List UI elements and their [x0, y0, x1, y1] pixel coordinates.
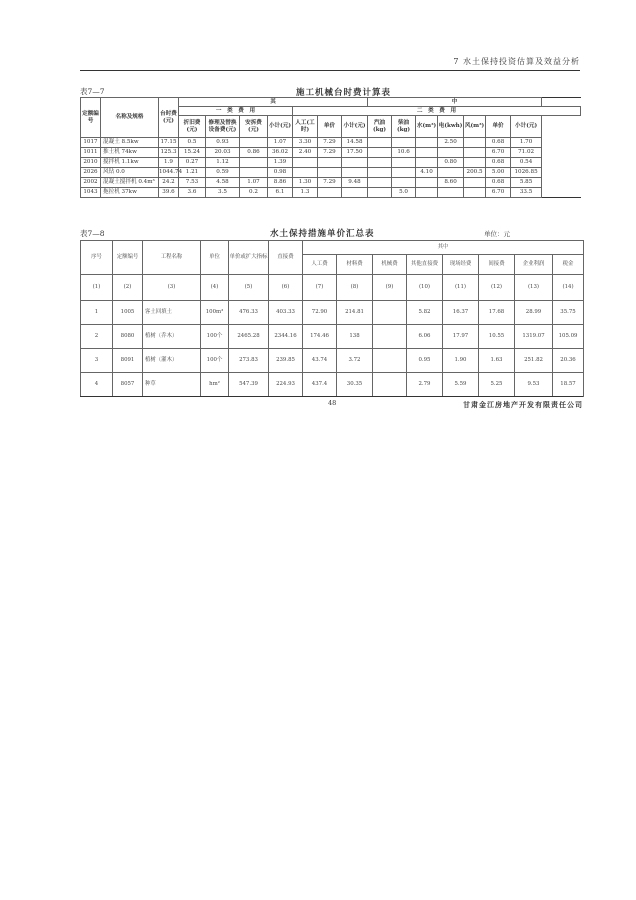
col-repair: 修理及替换设备费(元): [206, 116, 240, 138]
index-cell: (1): [81, 275, 113, 301]
table-row: [81, 188, 581, 198]
table-cell: 7.53: [179, 178, 206, 188]
table-cell: [293, 158, 318, 168]
table-cell: 35.75: [553, 301, 584, 325]
table-cell: 72.90: [303, 301, 337, 325]
table-cell: [416, 158, 438, 168]
table-cell: 2344.16: [269, 325, 303, 349]
col-site-fee: 现场经费: [443, 255, 479, 275]
table-cell: 214.81: [337, 301, 373, 325]
col-material-fee: 材料费: [337, 255, 373, 275]
table-cell: [373, 373, 407, 397]
table-cell: 138: [337, 325, 373, 349]
table-cell: 7.29: [318, 148, 342, 158]
table-cell: 8080: [113, 325, 143, 349]
table2-label: 表7—8: [80, 229, 105, 238]
col-labor: 人工(工时): [293, 116, 318, 138]
table-cell: [318, 168, 342, 178]
table-cell: [416, 148, 438, 158]
table-cell: 1: [81, 301, 113, 325]
table-cell: 0.5: [179, 138, 206, 148]
table2-title: 水土保持措施单价汇总表: [270, 229, 375, 239]
table-cell: [368, 148, 392, 158]
table-cell: 20.03: [206, 148, 240, 158]
table-cell: 4: [81, 373, 113, 397]
table-cell: hm²: [201, 373, 229, 397]
table-row: [81, 158, 581, 168]
table-cell: 100m³: [201, 301, 229, 325]
table-cell: 100个: [201, 325, 229, 349]
page-number: 48: [328, 399, 337, 407]
index-cell: (11): [443, 275, 479, 301]
table-cell: [342, 158, 368, 168]
table-cell: 5.00: [486, 168, 511, 178]
table-cell: 8.60: [438, 178, 464, 188]
col-qi: 其: [179, 98, 368, 107]
table-cell: 36.02: [268, 148, 293, 158]
col-water: 水(m³): [416, 116, 438, 138]
col-project: 工程名称: [143, 241, 201, 275]
table-row: [81, 138, 581, 148]
table-cell: 1005: [113, 301, 143, 325]
table-cell: 搅拌机 1.1kw: [101, 158, 159, 168]
index-cell: (2): [113, 275, 143, 301]
col-part1: 一 类 费 用: [179, 107, 293, 116]
table-cell: 1319.07: [515, 325, 553, 349]
table-cell: 混凝土 8.5kw: [101, 138, 159, 148]
table1-label: 表7—7: [80, 87, 105, 96]
table-cell: 0.80: [438, 158, 464, 168]
table-cell: 3.30: [293, 138, 318, 148]
table-cell: 547.39: [229, 373, 269, 397]
table-cell: 5.82: [407, 301, 443, 325]
page-footer: [80, 396, 583, 409]
index-cell: (7): [303, 275, 337, 301]
index-cell: (10): [407, 275, 443, 301]
table-cell: 10.55: [479, 325, 515, 349]
table-cell: [342, 188, 368, 198]
table-cell: 种草: [143, 373, 201, 397]
table-cell: 8.86: [268, 178, 293, 188]
table-cell: 1044.74: [159, 168, 179, 178]
col-install: 安拆费(元): [240, 116, 268, 138]
table-cell: 1.90: [443, 349, 479, 373]
col-code: 定额编号: [81, 98, 101, 138]
table-cell: [464, 178, 486, 188]
table-cell: 7.29: [318, 178, 342, 188]
table-cell: 8057: [113, 373, 143, 397]
table-cell: 17.97: [443, 325, 479, 349]
table-cell: [373, 349, 407, 373]
table-cell: 9.48: [342, 178, 368, 188]
table-cell: [438, 168, 464, 178]
index-cell: (4): [201, 275, 229, 301]
table-cell: 植树（灌木）: [143, 349, 201, 373]
table-cell: 0.54: [511, 158, 542, 168]
table-cell: 17.15: [159, 138, 179, 148]
table-cell: 2010: [81, 158, 101, 168]
table-cell: 6.1: [268, 188, 293, 198]
table-cell: 20.36: [553, 349, 584, 373]
table-cell: [464, 148, 486, 158]
table-cell: 3.5: [206, 188, 240, 198]
col-sub3: 小计(元): [511, 116, 542, 138]
table-cell: 1011: [81, 148, 101, 158]
table-cell: [368, 178, 392, 188]
table-cell: [392, 158, 416, 168]
table-cell: [318, 158, 342, 168]
table1-title: 施工机械台时费计算表: [296, 88, 392, 98]
table-cell: [438, 148, 464, 158]
table-row: [81, 325, 584, 349]
col-direct: 直接费: [269, 241, 303, 275]
table-cell: 1.21: [179, 168, 206, 178]
table-cell: 0.27: [179, 158, 206, 168]
col-among: 其中: [303, 241, 584, 255]
table-cell: 174.46: [303, 325, 337, 349]
col-unit2: 单价: [486, 116, 511, 138]
table-cell: 43.74: [303, 349, 337, 373]
table-cell: 0.59: [206, 168, 240, 178]
table-cell: 3.72: [337, 349, 373, 373]
table-cell: 7.29: [318, 138, 342, 148]
running-header-text: 7 水土保持投资估算及效益分析: [453, 57, 580, 66]
table-cell: 0.98: [268, 168, 293, 178]
col-unit: 单位: [201, 241, 229, 275]
col-depr: 折旧费(元): [179, 116, 206, 138]
table-cell: [438, 188, 464, 198]
table-cell: 239.85: [269, 349, 303, 373]
table-cell: 推土机 74kw: [101, 148, 159, 158]
table-cell: 100个: [201, 349, 229, 373]
table-cell: 200.5: [464, 168, 486, 178]
table-cell: 0.2: [240, 188, 268, 198]
col-elec: 电(kwh): [438, 116, 464, 138]
table-cell: 6.70: [486, 148, 511, 158]
table-cell: 4.10: [416, 168, 438, 178]
col-unit1: 单价: [318, 116, 342, 138]
table-cell: 5.25: [479, 373, 515, 397]
table-cell: [368, 188, 392, 198]
table-cell: 18.57: [553, 373, 584, 397]
table-cell: 4.58: [206, 178, 240, 188]
table-cell: 2.79: [407, 373, 443, 397]
col-wind: 风(m³): [464, 116, 486, 138]
table-row: [81, 373, 584, 397]
table-cell: [373, 325, 407, 349]
index-cell: (8): [337, 275, 373, 301]
table-row: [81, 168, 581, 178]
table-cell: [464, 158, 486, 168]
index-cell: (5): [229, 275, 269, 301]
table-cell: 风钻 0.0: [101, 168, 159, 178]
table-cell: 0.93: [206, 138, 240, 148]
table-cell: 0.68: [486, 138, 511, 148]
table-cell: 30.35: [337, 373, 373, 397]
table-cell: 39.6: [159, 188, 179, 198]
table-cell: 5.0: [392, 188, 416, 198]
table-cell: 1.63: [479, 349, 515, 373]
table-cell: 403.33: [269, 301, 303, 325]
col-no: 序号: [81, 241, 113, 275]
table-cell: 9.53: [515, 373, 553, 397]
col-machine-fee: 机械费: [373, 255, 407, 275]
table-cell: 5.59: [443, 373, 479, 397]
table-cell: [318, 188, 342, 198]
table-cell: [240, 138, 268, 148]
col-other-direct: 其他直接费: [407, 255, 443, 275]
table-cell: 437.4: [303, 373, 337, 397]
table-cell: 476.33: [229, 301, 269, 325]
table-cell: 251.82: [515, 349, 553, 373]
table-cell: 224.93: [269, 373, 303, 397]
table-cell: 1.3: [293, 188, 318, 198]
table-cell: 0.68: [486, 158, 511, 168]
running-header: [80, 56, 580, 71]
table-cell: 6.06: [407, 325, 443, 349]
unit-price-summary-table: [80, 240, 584, 397]
table-cell: 5.85: [511, 178, 542, 188]
table-cell: 8091: [113, 349, 143, 373]
table-cell: 1.12: [206, 158, 240, 168]
table-cell: [392, 178, 416, 188]
table-cell: 17.68: [479, 301, 515, 325]
table-cell: 2026: [81, 168, 101, 178]
table-cell: 0.68: [486, 178, 511, 188]
col-price: 单价或扩大指标: [229, 241, 269, 275]
table-cell: 16.37: [443, 301, 479, 325]
table-cell: 33.5: [511, 188, 542, 198]
index-cell: (14): [553, 275, 584, 301]
table-row: [81, 178, 581, 188]
table-cell: [464, 188, 486, 198]
table-cell: 105.09: [553, 325, 584, 349]
table-cell: 3.6: [179, 188, 206, 198]
index-cell: (3): [143, 275, 201, 301]
table-cell: 植树（乔木）: [143, 325, 201, 349]
table-cell: 2465.28: [229, 325, 269, 349]
table-cell: 拖拉机 37kw: [101, 188, 159, 198]
col-sub2: 小计(元): [342, 116, 368, 138]
table-cell: 2.50: [438, 138, 464, 148]
machine-hour-cost-table: [80, 97, 581, 198]
table-cell: 17.50: [342, 148, 368, 158]
table-cell: 客土回填土: [143, 301, 201, 325]
table-cell: 0.95: [407, 349, 443, 373]
col-sub1: 小计(元): [268, 116, 293, 138]
index-row: [81, 275, 584, 301]
col-part2: 二 类 费 用: [293, 107, 581, 116]
col-zhong: 中: [368, 98, 542, 107]
table-cell: [342, 168, 368, 178]
col-diesel: 汽油(kg): [368, 116, 392, 138]
table2-unit-note: 单位：元: [484, 230, 510, 238]
table-row: [81, 148, 581, 158]
table-cell: 2002: [81, 178, 101, 188]
col-oil: 柴油(kg): [392, 116, 416, 138]
index-cell: (6): [269, 275, 303, 301]
table-cell: 1.39: [268, 158, 293, 168]
table-cell: 15.24: [179, 148, 206, 158]
table-cell: 24.2: [159, 178, 179, 188]
col-code2: 定额编号: [113, 241, 143, 275]
table-cell: 3: [81, 349, 113, 373]
col-name: 名称及规格: [101, 98, 159, 138]
table-cell: 1017: [81, 138, 101, 148]
table-cell: [368, 168, 392, 178]
table-cell: 1.30: [293, 178, 318, 188]
table-cell: [464, 138, 486, 148]
index-cell: (12): [479, 275, 515, 301]
company-name: 甘肃金江房地产开发有限责任公司: [463, 400, 583, 409]
index-cell: (13): [515, 275, 553, 301]
table-cell: 273.83: [229, 349, 269, 373]
table-cell: 2: [81, 325, 113, 349]
table-cell: [368, 138, 392, 148]
col-labor-fee: 人工费: [303, 255, 337, 275]
table-cell: [368, 158, 392, 168]
table-cell: 71.02: [511, 148, 542, 158]
col-profit: 企业利润: [515, 255, 553, 275]
table-cell: 2.40: [293, 148, 318, 158]
table-cell: 混凝土搅拌机 0.4m³: [101, 178, 159, 188]
index-cell: (9): [373, 275, 407, 301]
table-cell: 6.70: [486, 188, 511, 198]
table-cell: 125.3: [159, 148, 179, 158]
table-row: [81, 349, 584, 373]
table-cell: [392, 168, 416, 178]
col-tax: 税金: [553, 255, 584, 275]
table-cell: [373, 301, 407, 325]
col-rate: 台时费(元): [159, 98, 179, 138]
table-cell: [392, 138, 416, 148]
table-cell: 14.58: [342, 138, 368, 148]
table-cell: [416, 138, 438, 148]
table-cell: 1.70: [511, 138, 542, 148]
table-cell: 0.86: [240, 148, 268, 158]
table-cell: [416, 178, 438, 188]
table-cell: 1043: [81, 188, 101, 198]
table-cell: [240, 168, 268, 178]
table-cell: 1.9: [159, 158, 179, 168]
table-cell: [240, 158, 268, 168]
table-cell: 1.07: [240, 178, 268, 188]
table-cell: 28.99: [515, 301, 553, 325]
table-cell: 1.07: [268, 138, 293, 148]
table-cell: 10.6: [392, 148, 416, 158]
table-cell: [416, 188, 438, 198]
table-row: [81, 301, 584, 325]
table-cell: 1026.85: [511, 168, 542, 178]
col-indirect: 间接费: [479, 255, 515, 275]
table-cell: [293, 168, 318, 178]
